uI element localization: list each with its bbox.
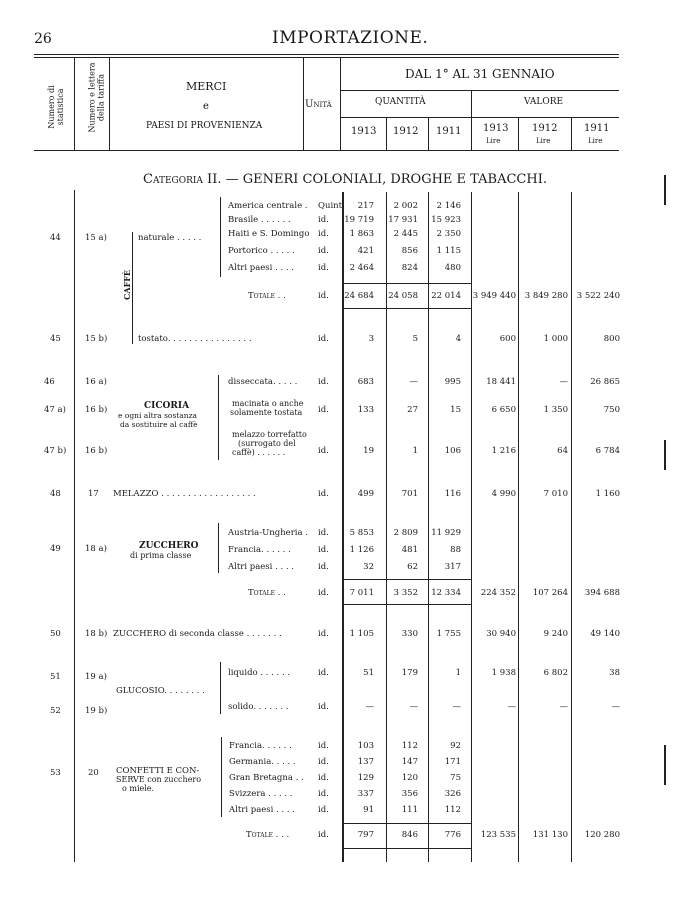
melazzo-q11: 116 [444,489,461,499]
cicoria-name: CICORIA [144,401,190,411]
zucchero1-total-rule [342,579,471,580]
qty-1913: 1 863 [349,229,374,239]
caffe-brace [132,232,133,344]
confetti-totale-v12: 131 130 [532,830,568,840]
unit-cell: id. [318,562,329,572]
confetti-name1: CONFETTI E CON- [116,766,200,776]
qty-1911: 15 923 [431,215,461,225]
body-sep-left [74,190,75,862]
edge-mark [664,745,666,785]
cicoria-brace [218,375,219,460]
header-e: e [203,101,209,112]
stat-number: 47 b) [44,446,67,456]
country-label: Portorico . . . . . [228,246,295,256]
zucchero1-sub: di prima classe [130,551,192,560]
header-col-lettera-1: Numero e lettera [87,62,97,133]
tostato-unit: id. [318,334,329,344]
item-label-3: caffè) . . . . . . [232,448,286,457]
qty-1911: 995 [444,377,461,387]
country-label: Francia. . . . . . [228,545,291,555]
melazzo-q12: 701 [401,489,418,499]
tariff-number: 16 a) [85,377,107,387]
qty-1913: 5 853 [349,528,374,538]
qty-1913: 129 [357,773,374,783]
qty-1911: 92 [450,741,461,751]
stat-number: 51 [50,672,61,682]
qty-1911: 75 [450,773,461,783]
qty-1911: 112 [444,805,461,815]
caffe-totale-v13: 3 949 440 [472,291,516,301]
header-sep-9 [571,117,572,150]
zucchero1-totale-label: Totale . . [248,588,286,598]
caffe-totale-unit: id. [318,291,329,301]
caffe-totale-label: Totale . . [248,291,286,301]
confetti-totale-q12: 846 [401,830,418,840]
caffe-totale-v11: 3 522 240 [576,291,620,301]
country-label: Francia. . . . . . [229,741,292,751]
qty-1913: 32 [363,562,374,572]
zucchero1-stat: 49 [50,544,61,554]
country-label: Brasile . . . . . . [228,215,291,225]
val-1911: 6 784 [595,446,620,456]
edge-mark [664,440,666,470]
val-1912: 1 350 [543,405,568,415]
zucchero1-totale-v12: 107 264 [532,588,568,598]
qty-1913: 2 464 [349,263,374,273]
tostato-q11: 4 [455,334,461,344]
val-1913: 1 216 [491,446,516,456]
qty-1912: — [409,702,418,712]
qty-1911: 106 [444,446,461,456]
qty-1911: 326 [444,789,461,799]
header-col-lettera-2: della tariffa [96,73,106,122]
val-1911: — [611,702,620,712]
zucchero2-q12: 330 [401,629,418,639]
country-label: Altri paesi . . . . [228,562,294,572]
qty-1912: 1 [412,446,418,456]
qty-1912: 17 931 [388,215,418,225]
qty-1912: 2 809 [393,528,418,538]
melazzo-stat: 48 [50,489,61,499]
glucosio-brace [220,662,221,714]
qty-1912: 356 [401,789,418,799]
qty-1913: 51 [363,668,374,678]
item-label: disseccata. . . . . [228,377,298,387]
zucchero2-tar: 18 b) [85,629,108,639]
header-year-q12: 1912 [393,126,419,137]
item-label-2: (surrogato del [238,439,296,448]
tariff-number: 15 a) [85,233,107,243]
val-1913: — [507,702,516,712]
zucchero2-stat: 50 [50,629,61,639]
edge-mark [664,175,666,205]
val-1912: — [559,702,568,712]
country-label: Altri paesi . . . . [229,805,295,815]
qty-1913: — [365,702,374,712]
qty-1911: 317 [444,562,461,572]
melazzo-q13: 499 [357,489,374,499]
melazzo-v13: 4 990 [491,489,516,499]
qty-1913: 337 [357,789,374,799]
val-1912: 64 [557,446,568,456]
qty-1911: 480 [444,263,461,273]
unit-cell: id. [318,446,329,456]
zucchero1-total-rule2 [342,604,471,605]
qty-1911: 11 929 [431,528,461,538]
qty-1913: 19 719 [344,215,374,225]
header-rule-top2 [34,57,619,58]
country-label: Austria-Ungheria . [228,528,308,538]
caffe-country-brace [220,197,221,277]
zucchero2-v12: 9 240 [543,629,568,639]
unit-cell: id. [318,773,329,783]
qty-1912: 856 [401,246,418,256]
zucchero1-name: ZUCCHERO [139,541,199,551]
country-label: Svizzera . . . . . [229,789,293,799]
qty-1913: 133 [357,405,374,415]
glucosio-name: GLUCOSIO. . . . . . . . [116,686,205,696]
unit-cell: id. [318,246,329,256]
qty-1911: 171 [444,757,461,767]
zucchero1-tar: 18 a) [85,544,107,554]
melazzo-v12: 7 010 [543,489,568,499]
header-year-v13: 1913 [483,123,509,134]
header-sep-6 [428,117,429,150]
tostato-v12: 1 000 [543,334,568,344]
qty-1912: 120 [401,773,418,783]
val-1912: 6 802 [543,668,568,678]
qty-1913: 103 [357,741,374,751]
confetti-totale-v11: 120 280 [584,830,620,840]
qty-1911: 2 350 [436,229,461,239]
unit-cell: id. [318,741,329,751]
zucchero1-totale-q12: 3 352 [393,588,418,598]
confetti-total-rule [342,823,471,824]
confetti-totale-label: Totale . . . [246,830,290,840]
val-1913: 1 938 [491,668,516,678]
item-label: solido. . . . . . . [228,702,289,712]
header-lire-11: Lire [588,137,603,145]
tostato-v11: 800 [603,334,620,344]
cicoria-desc2: da sostituire al caffè [120,420,198,429]
caffe-naturale: naturale . . . . . [138,233,202,243]
category-title: Categoria II. — GENERI COLONIALI, DROGHE E TABACCHI. [143,172,547,187]
stat-number: 44 [50,233,61,243]
caffe-label: CAFFÈ [122,269,132,300]
qty-1912: 111 [401,805,418,815]
header-year-q13: 1913 [351,126,377,137]
caffe-totale-q13: 24 684 [344,291,374,301]
unit-cell: id. [318,789,329,799]
zucchero1-totale-q11: 12 334 [431,588,461,598]
confetti-totale-v13: 123 535 [480,830,516,840]
cicoria-desc1: e ogni altra sostanza [118,411,198,420]
qty-1911: 88 [450,545,461,555]
tariff-number: 19 a) [85,672,107,682]
header-sep-3 [303,57,304,150]
qty-1913: 91 [363,805,374,815]
header-year-q11: 1911 [436,126,462,137]
zucchero1-brace [218,523,219,573]
header-col-numero: Numero di statistica [47,85,65,129]
melazzo-tar: 17 [88,489,99,499]
caffe-total-rule [342,283,471,284]
val-1911: 750 [603,405,620,415]
header-quantita: QUANTITÀ [375,97,426,107]
header-year-v12: 1912 [532,123,558,134]
zucchero2-v13: 30 940 [486,629,516,639]
caffe-totale-q12: 24 058 [388,291,418,301]
stat-number: 47 a) [44,405,66,415]
unit-cell: id. [318,757,329,767]
zucchero1-totale-v13: 224 352 [480,588,516,598]
confetti-total-rule2 [342,848,471,849]
caffe-totale-v12: 3 849 280 [524,291,568,301]
header-lire-12: Lire [536,137,551,145]
val-1912: — [559,377,568,387]
header-paesi: PAESI DI PROVENIENZA [146,121,263,131]
tostato-q12: 5 [412,334,418,344]
country-label: Altri paesi . . . . [228,263,294,273]
confetti-totale-q13: 797 [357,830,374,840]
zucchero2-v11: 49 140 [590,629,620,639]
qty-1913: 137 [357,757,374,767]
qty-1913: 19 [363,446,374,456]
header-sep-7 [471,90,472,150]
val-1911: 38 [609,668,620,678]
unit-cell: id. [318,545,329,555]
zucchero2-unit: id. [318,629,329,639]
country-label: Gran Bretagna . . [229,773,304,783]
qty-1913: 421 [357,246,374,256]
header-rule-period [340,90,619,91]
country-label: Germania. . . . . [229,757,296,767]
header-rule-bottom [34,150,619,151]
val-1913: 6 650 [491,405,516,415]
tostato-v13: 600 [499,334,516,344]
tariff-number: 16 b) [85,405,108,415]
zucchero2-q13: 1 105 [349,629,374,639]
val-1913: 18 441 [486,377,516,387]
header-merci: MERCI [186,80,227,93]
tostato-tar: 15 b) [85,334,108,344]
zucchero1-totale-v11: 394 688 [584,588,620,598]
header-sep-1 [74,57,75,150]
qty-1911: 2 146 [436,201,461,211]
item-label: liquido . . . . . . [228,668,291,678]
qty-1911: 1 115 [436,246,461,256]
confetti-tar: 20 [88,768,99,778]
unit-cell: id. [318,405,329,415]
header-periodo: DAL 1° AL 31 GENNAIO [405,67,555,81]
zucchero1-totale-unit: id. [318,588,329,598]
header-sep-2 [109,57,110,150]
caffe-totale-q11: 22 014 [431,291,461,301]
qty-1912: 112 [401,741,418,751]
confetti-totale-q11: 776 [444,830,461,840]
melazzo-label: MELAZZO . . . . . . . . . . . . . . . . . . [113,489,256,499]
header-lire-13: Lire [486,137,501,145]
unit-cell: id. [318,805,329,815]
item-label: melazzo torrefatto [232,430,307,439]
zucchero1-totale-q13: 7 011 [349,588,374,598]
unit-cell: id. [318,702,329,712]
qty-1911: 15 [450,405,461,415]
country-label: America centrale . [228,201,308,211]
header-rule-top [34,54,619,55]
tostato-label: tostato. . . . . . . . . . . . . . . . [138,334,252,344]
confetti-stat: 53 [50,768,61,778]
unit-cell: Quint. [318,201,345,211]
qty-1911: — [452,702,461,712]
melazzo-v11: 1 160 [595,489,620,499]
country-label: Haiti e S. Domingo [228,229,310,239]
qty-1912: 481 [401,545,418,555]
qty-1912: 2 002 [393,201,418,211]
header-unita: Unità [305,99,332,110]
confetti-totale-unit: id. [318,830,329,840]
qty-1912: 62 [407,562,418,572]
header-year-v11: 1911 [584,123,610,134]
qty-1912: 179 [401,668,418,678]
tostato-stat: 45 [50,334,61,344]
item-label: macinata o anche [232,399,304,408]
header-rule-sub [340,117,619,118]
unit-cell: id. [318,263,329,273]
caffe-total-rule2 [342,308,471,309]
unit-cell: id. [318,528,329,538]
unit-cell: id. [318,668,329,678]
header-valore: VALORE [524,97,564,107]
zucchero2-label: ZUCCHERO di seconda classe . . . . . . . [113,629,282,639]
unit-cell: id. [318,215,329,225]
header-sep-4 [340,57,341,150]
confetti-name2: SERVE con zucchero [116,775,202,784]
page-number: 26 [34,31,52,47]
tariff-number: 16 b) [85,446,108,456]
qty-1913: 1 126 [349,545,374,555]
confetti-brace [221,737,222,817]
unit-cell: id. [318,229,329,239]
tostato-q13: 3 [368,334,374,344]
qty-1912: — [409,377,418,387]
tariff-number: 19 b) [85,706,108,716]
stat-number: 52 [50,706,61,716]
val-1911: 26 865 [590,377,620,387]
qty-1911: 1 [455,668,461,678]
qty-1913: 683 [357,377,374,387]
header-sep-5 [386,117,387,150]
stat-number: 46 [44,377,55,387]
page-title: IMPORTAZIONE. [272,28,429,48]
qty-1912: 2 445 [393,229,418,239]
qty-1912: 147 [401,757,418,767]
qty-1912: 824 [401,263,418,273]
item-label-2: solamente tostata [230,408,303,417]
qty-1912: 27 [407,405,418,415]
unit-cell: id. [318,377,329,387]
header-sep-8 [518,117,519,150]
zucchero2-q11: 1 755 [436,629,461,639]
melazzo-unit: id. [318,489,329,499]
qty-1913: 217 [357,201,374,211]
confetti-name3: o miele. [122,784,155,793]
